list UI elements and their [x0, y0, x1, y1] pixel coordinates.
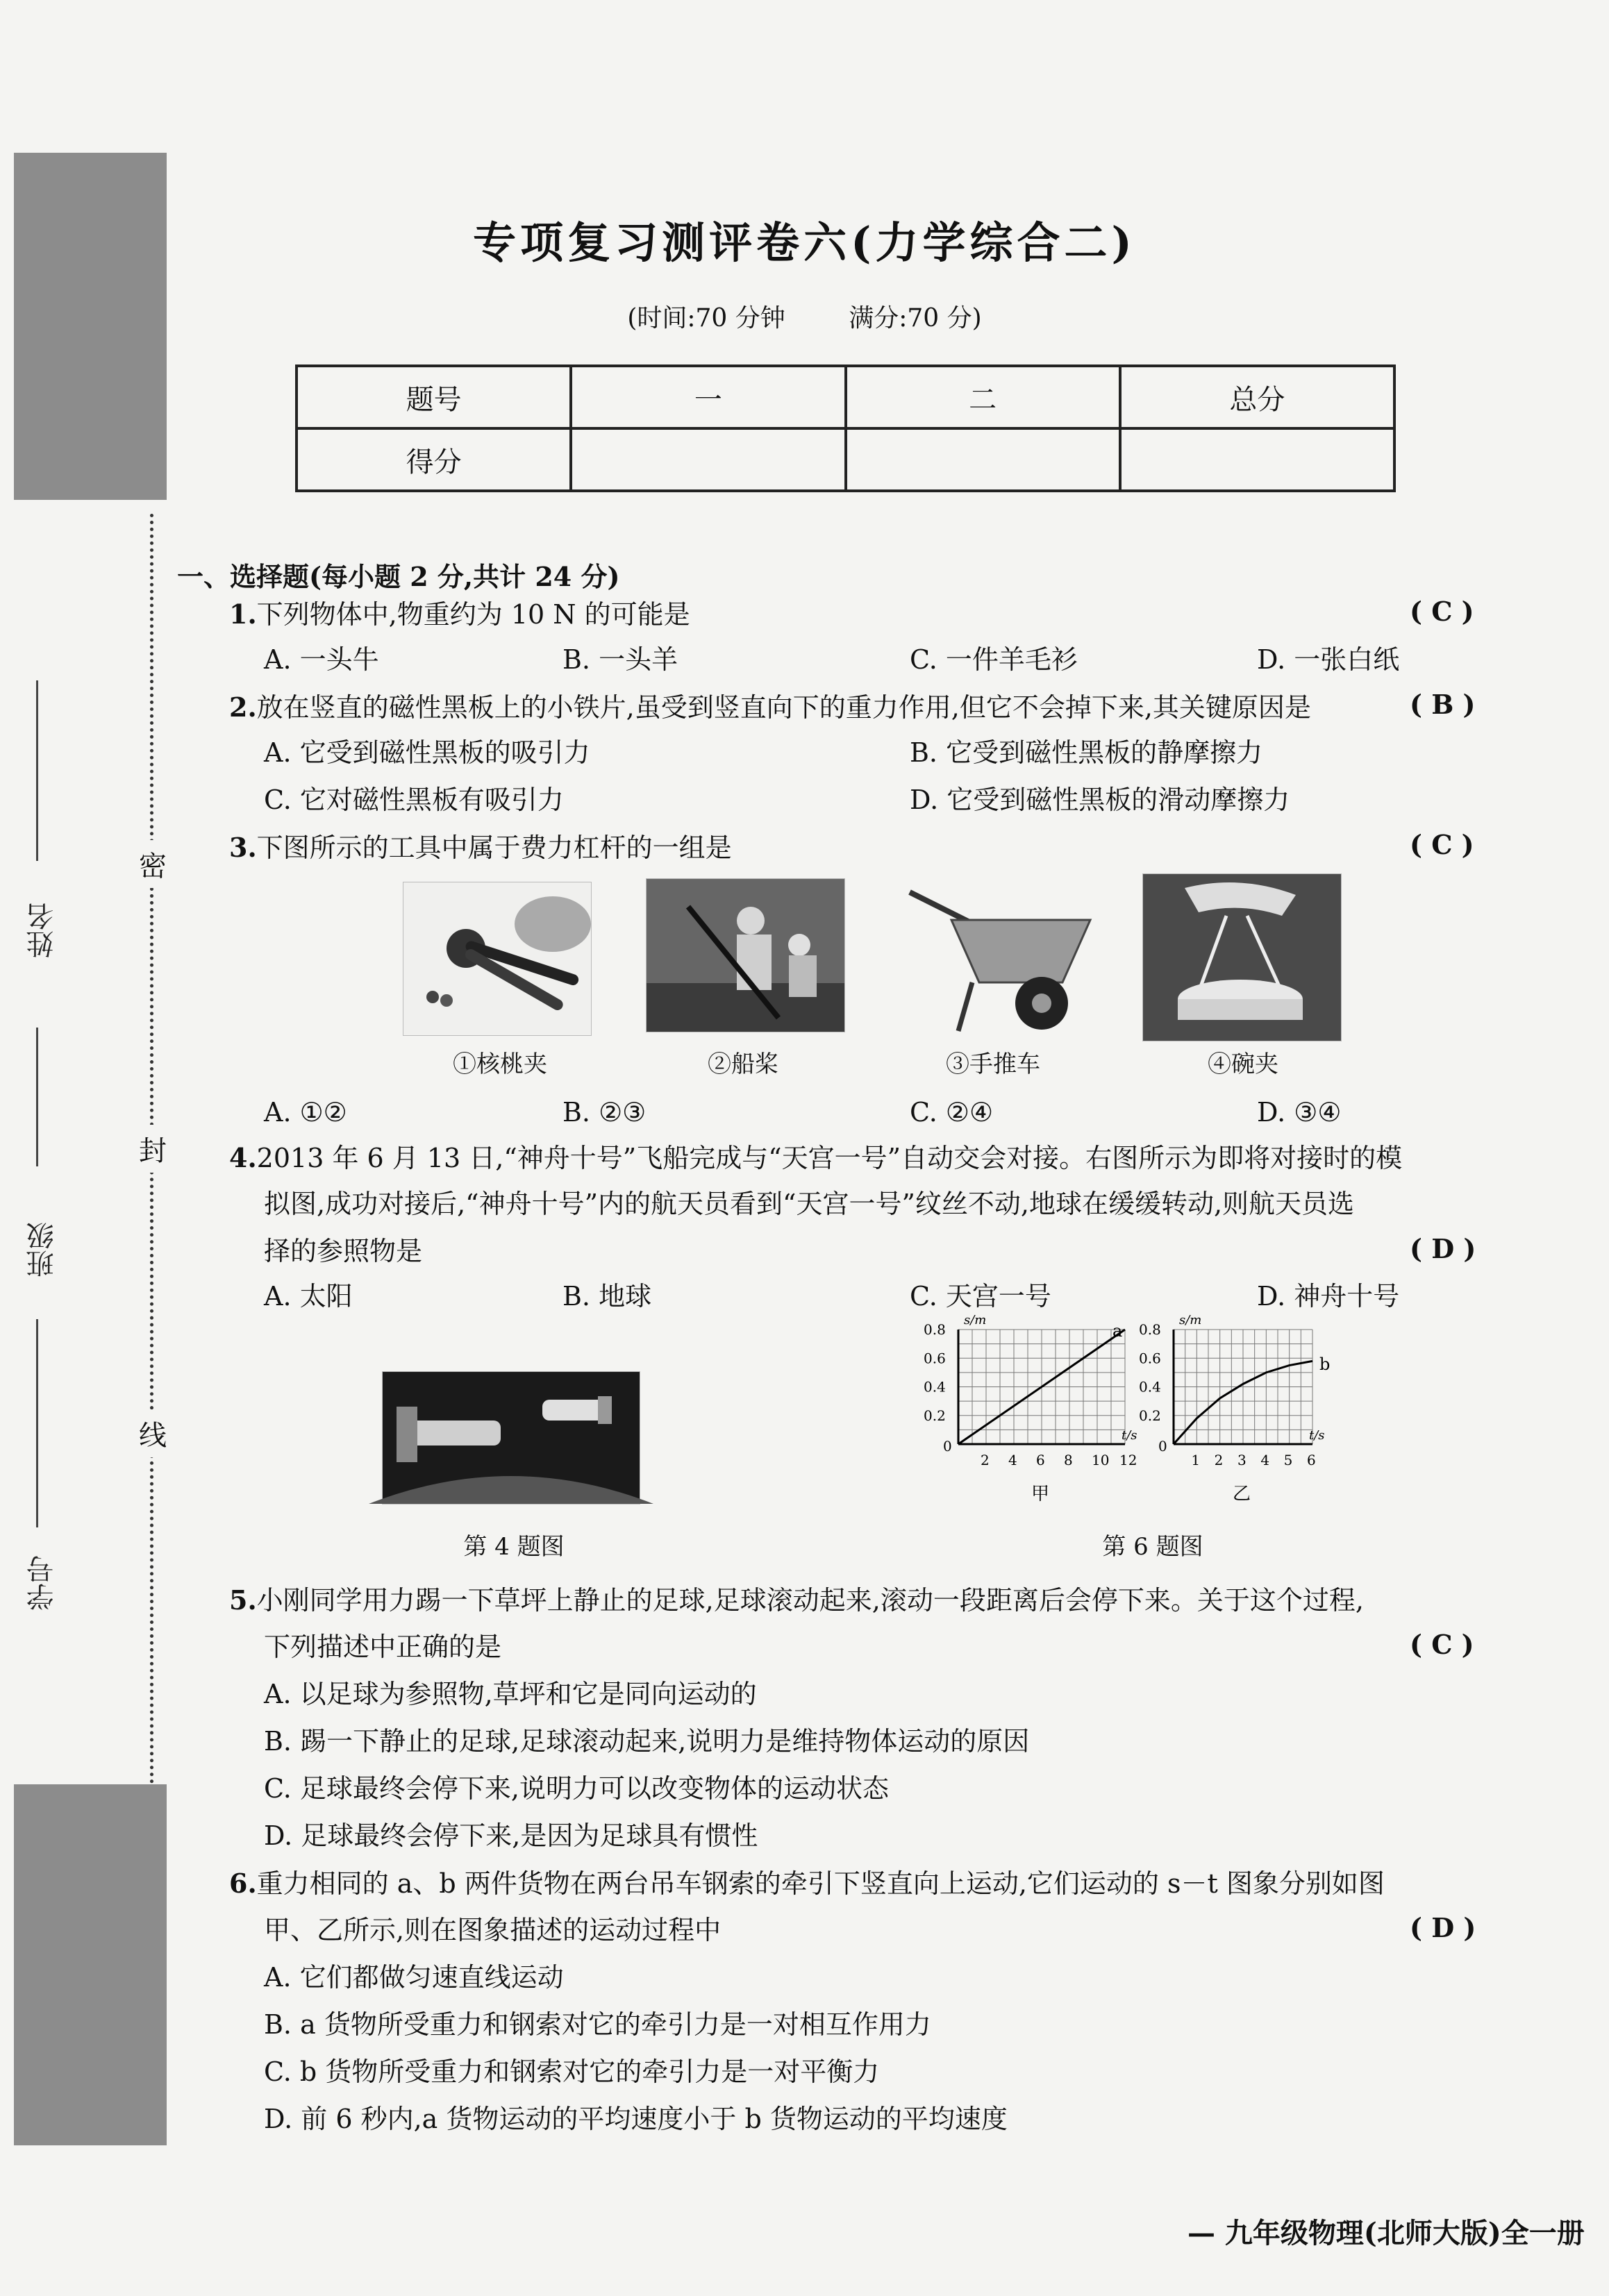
q4-number: 4. [229, 1142, 257, 1173]
q3-caption-3: ③手推车 [946, 1050, 1040, 1078]
q1-option-c: C. 一件羊毛衫 [910, 644, 1078, 675]
chart-a-ylabel: s/m [964, 1313, 987, 1327]
score-table-score-row [297, 428, 1394, 491]
q6-option-a: A. 它们都做匀速直线运动 [264, 1962, 564, 1993]
chart-a-ytick-label: 0.6 [924, 1350, 946, 1367]
chart-a-xtick-label: 10 [1092, 1452, 1110, 1468]
q3-caption-2: ②船桨 [708, 1050, 778, 1078]
bowl-clip-drawing [1143, 874, 1341, 1041]
page-footer: — 九年级物理(北师大版)全一册 [1187, 2217, 1585, 2249]
q6-number: 6. [229, 1868, 257, 1899]
score-cell: 一 [571, 366, 845, 428]
chart-a-xtick-label: 8 [1064, 1452, 1073, 1468]
q3-option-a: A. ①② [264, 1097, 347, 1128]
q5-option-c: C. 足球最终会停下来,说明力可以改变物体的运动状态 [264, 1773, 889, 1804]
score-cell: 总分 [1120, 366, 1394, 428]
q6-figure-caption: 第 6 题图 [1102, 1533, 1203, 1561]
bowl-clip-image [1142, 873, 1342, 1041]
q6-option-b: B. a 货物所受重力和钢索对它的牵引力是一对相互作用力 [264, 2009, 931, 2040]
q2-option-a: A. 它受到磁性黑板的吸引力 [264, 737, 590, 768]
chart-b-xtick-label: 1 [1191, 1452, 1201, 1468]
chart-a-xtick-label: 12 [1119, 1452, 1137, 1468]
q5-stem-line1 [229, 1584, 1364, 1617]
q4-stem-line2: 拟图,成功对接后,“神舟十号”内的航天员看到“天宫一号”纹丝不动,地球在缓缓转动,则航天员选 [264, 1189, 1355, 1219]
seal-char-xian: 线 [139, 1409, 167, 1457]
score-cell: 得分 [297, 428, 571, 491]
chart-b-ytick-label: 0.2 [1139, 1407, 1161, 1424]
chart-b-grid [1174, 1330, 1312, 1444]
q6-stem-line2: 甲、乙所示,则在图象描述的运动过程中 [264, 1915, 722, 1945]
chart-b-xtick-label: 6 [1307, 1452, 1316, 1468]
chart-a-xtick-label: 6 [1036, 1452, 1045, 1468]
page-title: 专项复习测评卷六(力学综合二) [473, 217, 1136, 268]
fig6-charts [917, 1313, 1347, 1517]
q5-text-1: 小刚同学用力踢一下草坪上静止的足球,足球滚动起来,滚动一段距离后会停下来。关于这个过程, [256, 1585, 1364, 1616]
chart-b-xtick-label: 5 [1283, 1452, 1293, 1468]
q6-option-c: C. b 货物所受重力和钢索对它的牵引力是一对平衡力 [264, 2056, 880, 2087]
chart-a-ytick-label: 0.8 [924, 1321, 946, 1338]
q4-option-d: D. 神舟十号 [1257, 1281, 1400, 1312]
q6-answer: ( D ) [1410, 1912, 1476, 1943]
chart-b-xtick-label: 2 [1214, 1452, 1224, 1468]
chart-b-xtick-label: 4 [1260, 1452, 1270, 1468]
q6-text-1: 重力相同的 a、b 两件货物在两台吊车钢索的牵引下竖直向上运动,它们运动的 s－t 图象分别如图 [256, 1868, 1385, 1899]
q4-answer: ( D ) [1410, 1233, 1476, 1264]
score-cell-empty [571, 428, 845, 491]
score-table [295, 364, 1396, 492]
q3-caption-1: ①核桃夹 [453, 1050, 547, 1078]
chart-a-origin: 0 [943, 1438, 952, 1455]
id-label: 学号 [26, 1555, 58, 1611]
chart-a-xlabel: t/s [1122, 1428, 1137, 1443]
spacecraft-drawing [383, 1372, 640, 1504]
q2-answer: ( B ) [1410, 689, 1476, 720]
id-line [36, 680, 38, 861]
q4-stem-line1 [229, 1142, 1402, 1175]
margin-gray-bar-bottom [14, 1784, 167, 2145]
q5-number: 5. [229, 1584, 257, 1616]
section-heading: 一、选择题(每小题 2 分,共计 24 分) [177, 561, 620, 592]
q2-option-d: D. 它受到磁性黑板的滑动摩擦力 [910, 785, 1290, 815]
score-cell: 二 [846, 366, 1120, 428]
q3-option-c: C. ②④ [910, 1097, 994, 1128]
q1-option-a: A. 一头牛 [264, 644, 379, 675]
chart-a-sublabel: 甲 [1031, 1484, 1050, 1505]
chart-b-origin: 0 [1158, 1438, 1167, 1455]
name-line [36, 1028, 38, 1166]
q5-option-b: B. 踢一下静止的足球,足球滚动起来,说明力是维持物体运动的原因 [264, 1726, 1030, 1757]
q3-option-d: D. ③④ [1257, 1097, 1342, 1128]
q2-stem [229, 692, 1311, 724]
q3-number: 3. [229, 832, 257, 863]
seal-char-feng: 封 [139, 1125, 167, 1173]
chart-b-series-label: b [1319, 1355, 1331, 1374]
chart-a-ytick-label: 0.4 [924, 1378, 946, 1396]
score-cell-empty [846, 428, 1120, 491]
walnut-cracker-drawing [403, 882, 591, 1035]
score-table-header-row [297, 366, 1394, 428]
q5-option-a: A. 以足球为参照物,草坪和它是同向运动的 [264, 1679, 757, 1709]
chart-b-ylabel: s/m [1179, 1313, 1202, 1327]
q1-option-b: B. 一头羊 [562, 644, 678, 675]
q1-text: 下列物体中,物重约为 10 N 的可能是 [256, 599, 690, 630]
q3-stem [229, 832, 732, 864]
chart-a-xtick-label: 4 [1008, 1452, 1017, 1468]
q6-stem-line1 [229, 1868, 1385, 1900]
chart-a [924, 1313, 1137, 1505]
chart-b-sublabel: 乙 [1233, 1484, 1251, 1505]
chart-b-ytick-label: 0.8 [1139, 1321, 1161, 1338]
chart-b-xtick-label: 3 [1237, 1452, 1247, 1468]
seal-char-mi: 密 [139, 840, 167, 888]
id-line-lower [36, 1402, 38, 1527]
q3-answer: ( C ) [1410, 829, 1474, 860]
q4-option-c: C. 天宫一号 [910, 1281, 1051, 1312]
chart-b-xlabel: t/s [1309, 1428, 1325, 1443]
oar-drawing [647, 879, 844, 1032]
chart-b-ytick-label: 0.4 [1139, 1378, 1161, 1396]
chart-b [1139, 1313, 1330, 1505]
chart-a-series-label: a [1112, 1321, 1123, 1341]
q2-option-b: B. 它受到磁性黑板的静摩擦力 [910, 737, 1263, 768]
q4-option-b: B. 地球 [562, 1281, 652, 1312]
q5-stem-line2: 下列描述中正确的是 [264, 1632, 502, 1662]
q1-option-d: D. 一张白纸 [1257, 644, 1400, 675]
walnut-cracker-image [403, 882, 592, 1036]
full-score: 满分:70 分) [849, 304, 982, 333]
q3-option-b: B. ②③ [562, 1097, 647, 1128]
chart-a-ytick-label: 0.2 [924, 1407, 946, 1424]
q3-text: 下图所示的工具中属于费力杠杆的一组是 [256, 832, 732, 863]
q1-stem [229, 598, 690, 631]
q5-answer: ( C ) [1410, 1629, 1474, 1660]
q4-text-1: 2013 年 6 月 13 日,“神舟十号”飞船完成与“天宫一号”自动交会对接。右图所示为即将对接时的模 [256, 1143, 1403, 1173]
q1-number: 1. [229, 598, 257, 630]
exam-info [0, 299, 1609, 334]
time-limit: (时间:70 分钟 [627, 304, 785, 333]
chart-a-xtick-label: 2 [981, 1452, 990, 1468]
class-label: 班级 [26, 1222, 58, 1277]
oar-image [646, 878, 845, 1032]
wheelbarrow-image [889, 878, 1097, 1038]
spacecraft-docking-image [382, 1371, 640, 1505]
q2-number: 2. [229, 692, 257, 723]
q2-text: 放在竖直的磁性黑板上的小铁片,虽受到竖直向下的重力作用,但它不会掉下来,其关键原因是 [256, 692, 1311, 723]
q1-answer: ( C ) [1410, 596, 1474, 627]
q3-caption-4: ④碗夹 [1208, 1050, 1278, 1078]
wheelbarrow-drawing [889, 878, 1097, 1038]
q4-stem-line3: 择的参照物是 [264, 1236, 423, 1266]
q2-option-c: C. 它对磁性黑板有吸引力 [264, 785, 564, 815]
q6-option-d: D. 前 6 秒内,a 货物运动的平均速度小于 b 货物运动的平均速度 [264, 2104, 1008, 2134]
q5-option-d: D. 足球最终会停下来,是因为足球具有惯性 [264, 1820, 758, 1851]
score-cell-empty [1120, 428, 1394, 491]
score-cell: 题号 [297, 366, 571, 428]
chart-b-ytick-label: 0.6 [1139, 1350, 1161, 1367]
name-label: 姓名 [26, 903, 58, 958]
q4-option-a: A. 太阳 [264, 1281, 353, 1312]
q4-figure-caption: 第 4 题图 [463, 1533, 565, 1561]
